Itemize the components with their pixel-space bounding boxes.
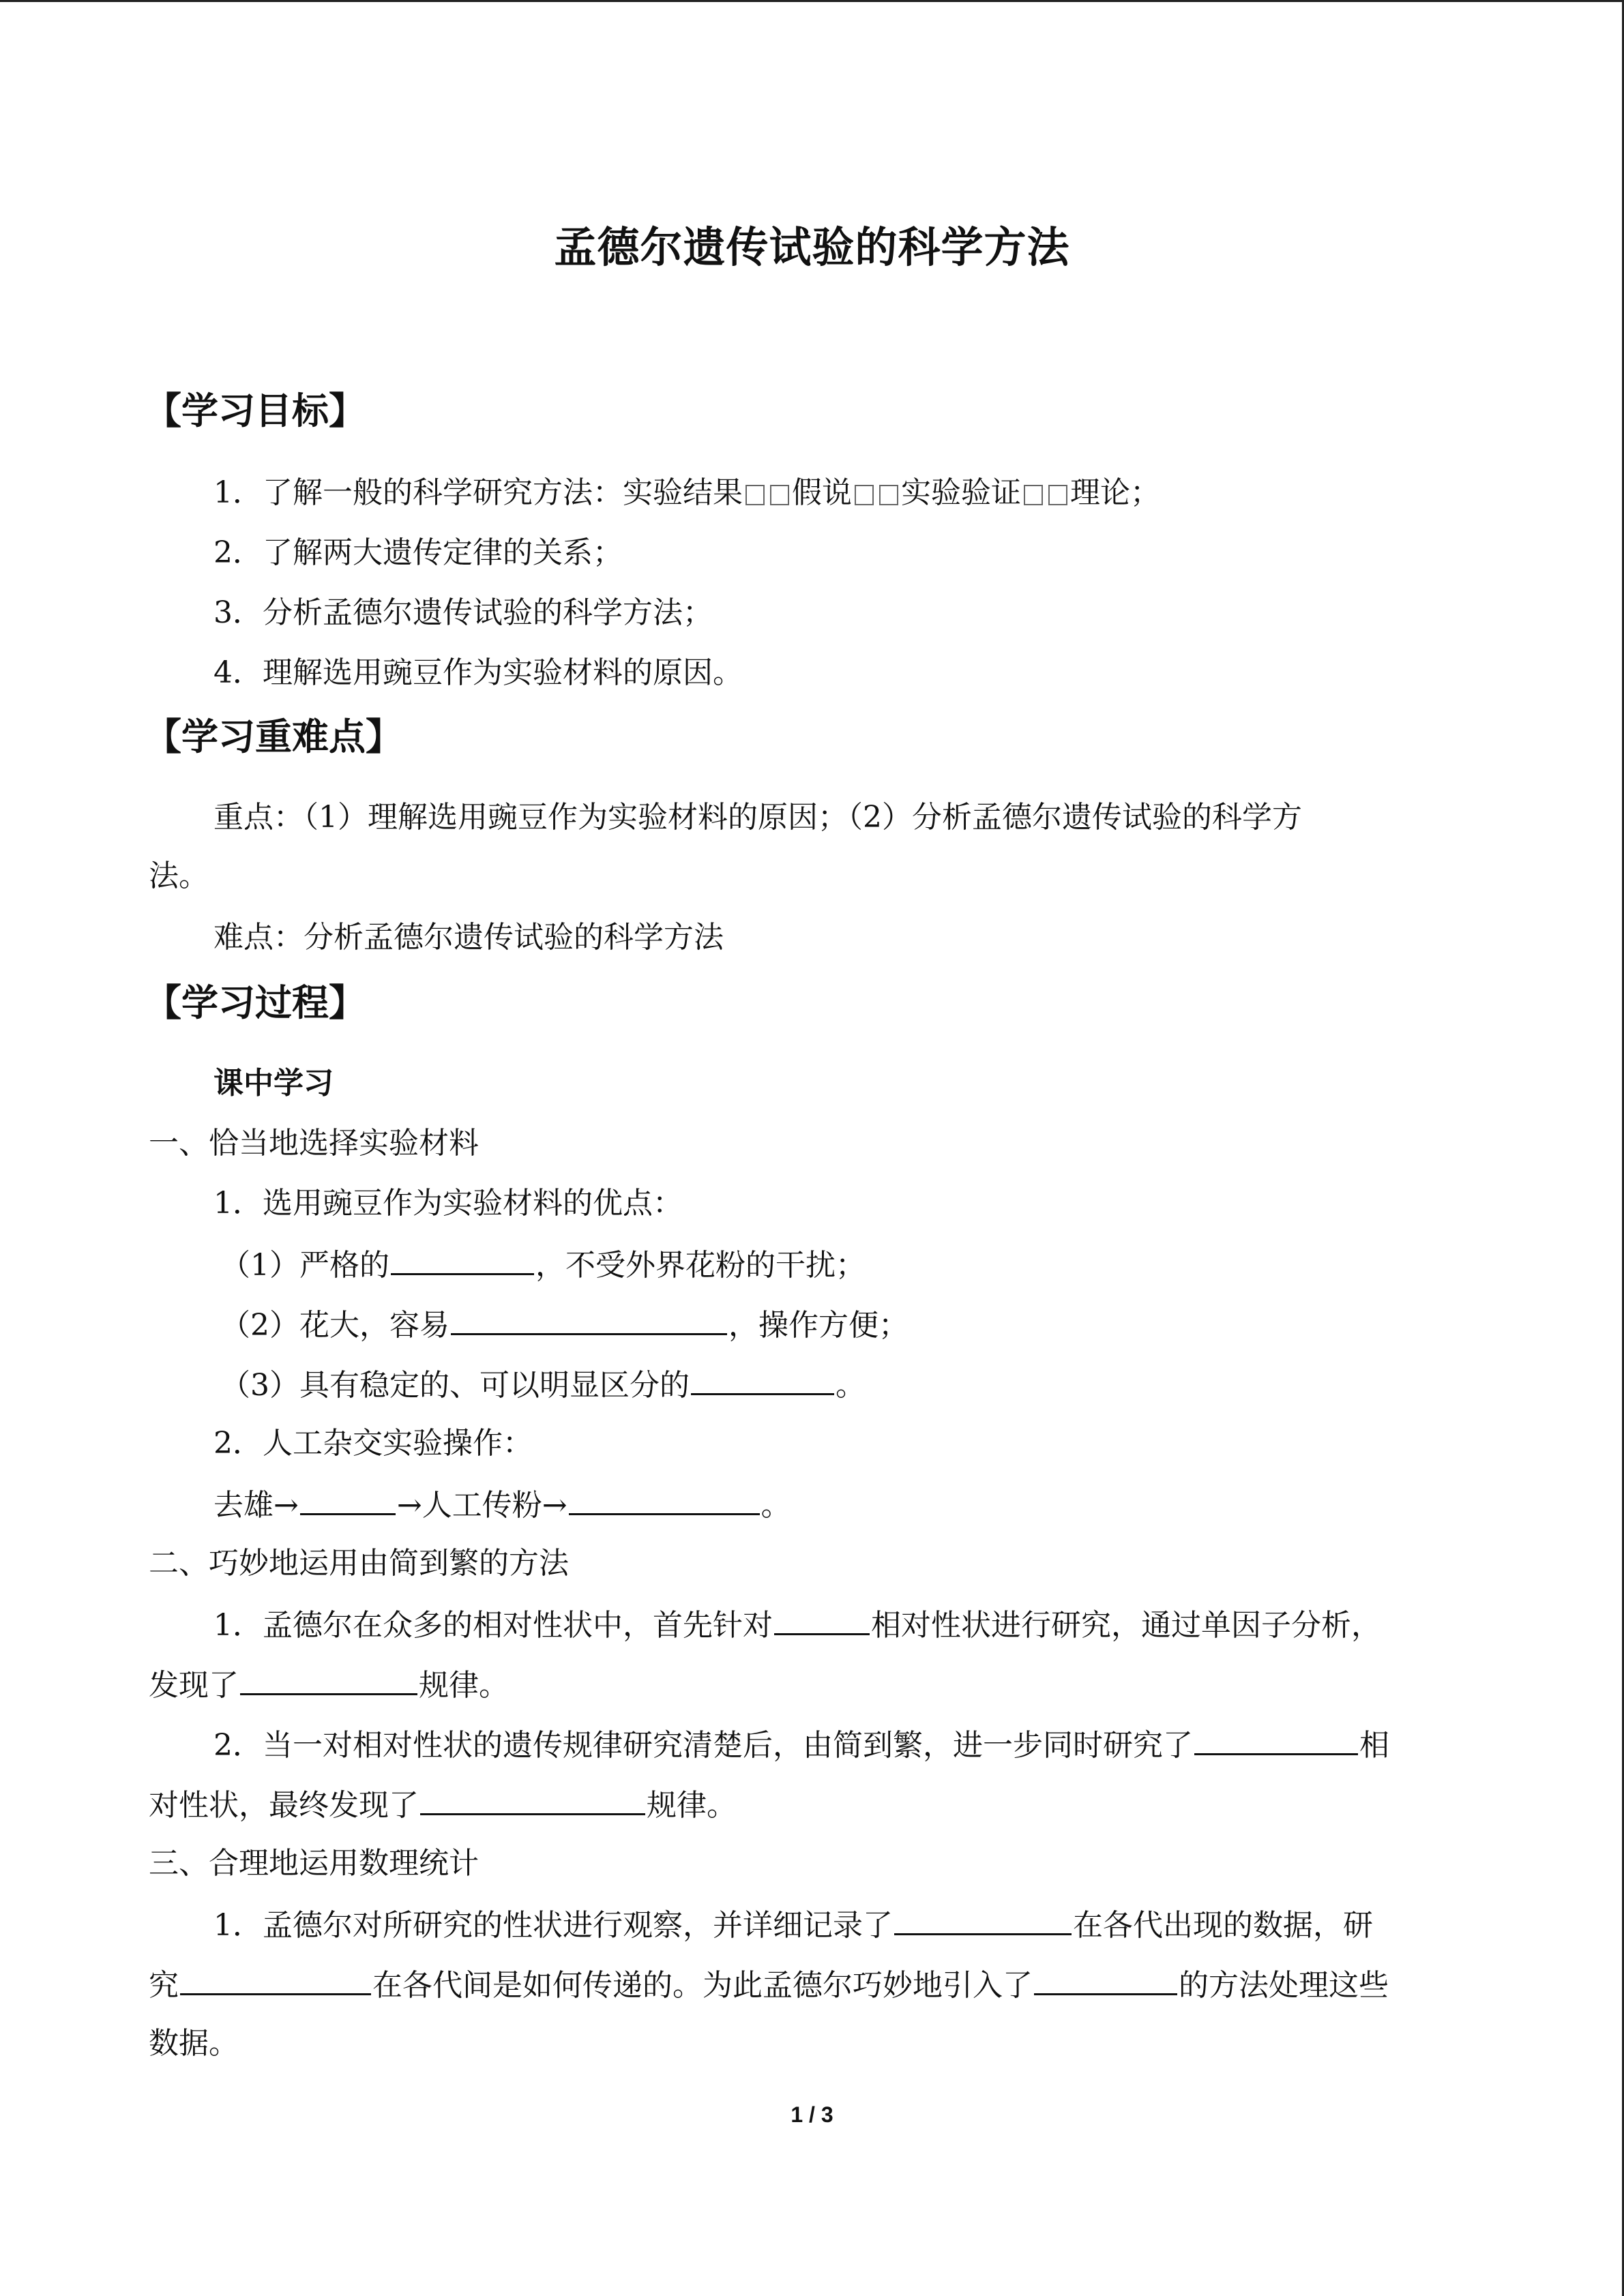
fill-blank[interactable] <box>451 1303 727 1335</box>
item-1-1-a: （1）严格的 ，不受外界花粉的干扰； <box>220 1243 866 1284</box>
fill-blank[interactable] <box>300 1483 396 1515</box>
fill-blank[interactable] <box>569 1483 760 1515</box>
goal-item-3: 3．分析孟德尔遗传试验的科学方法； <box>213 595 713 630</box>
goal-item-4: 4．理解选用豌豆作为实验材料的原因。 <box>213 655 743 690</box>
item-3-1: 1．孟德尔对所研究的性状进行观察，并详细记录了 在各代出现的数据，研 <box>213 1903 1373 1944</box>
section-heading-key-points: 【学习重难点】 <box>145 715 402 758</box>
section-heading-goals: 【学习目标】 <box>145 389 366 432</box>
item-1-1-c: （3）具有稳定的、可以明显区分的 。 <box>220 1363 866 1404</box>
page-number: 1 / 3 <box>791 2102 833 2127</box>
item-2-1: 1．孟德尔在众多的相对性状中，首先针对 相对性状进行研究，通过单因子分析， <box>213 1603 1381 1644</box>
section-heading-process: 【学习过程】 <box>145 981 366 1024</box>
key-point-text: 重点：（1）理解选用豌豆作为实验材料的原因；（2）分析孟德尔遗传试验的科学方 <box>213 800 1302 835</box>
item-1-2: 2．人工杂交实验操作： <box>213 1426 533 1461</box>
item-1-1-b: （2）花大，容易 ，操作方便； <box>220 1303 909 1344</box>
item-2-1-continuation: 发现了 规律。 <box>149 1663 509 1704</box>
part-heading-2: 二、巧妙地运用由简到繁的方法 <box>149 1546 569 1581</box>
fill-blank[interactable] <box>894 1903 1072 1935</box>
item-2-2-continuation: 对性状，最终发现了 规律。 <box>149 1783 737 1824</box>
item-3-1-end: 数据。 <box>149 2026 239 2061</box>
part-heading-1: 一、恰当地选择实验材料 <box>149 1126 479 1161</box>
page-title: 孟德尔遗传试验的科学方法 <box>554 222 1070 272</box>
goal-item-1: 1．了解一般的科学研究方法：实验结果 假说 实验验证 理论； <box>213 475 1160 510</box>
fill-blank[interactable] <box>774 1603 870 1635</box>
item-3-1-continuation: 究 在各代间是如何传递的。为此孟德尔巧妙地引入了 的方法处理这些 <box>149 1963 1389 2004</box>
fill-blank[interactable] <box>391 1243 534 1275</box>
placeholder-box-icon <box>1048 485 1067 505</box>
placeholder-box-icon <box>745 485 765 505</box>
difficulty-text: 难点：分析孟德尔遗传试验的科学方法 <box>213 920 724 955</box>
key-point-continuation: 法。 <box>149 859 209 893</box>
fill-blank[interactable] <box>691 1363 834 1395</box>
placeholder-box-icon <box>1024 485 1043 505</box>
fill-blank[interactable] <box>180 1963 371 1995</box>
item-1-2-a: 去雄→ →人工传粉→ 。 <box>213 1483 791 1524</box>
placeholder-box-icon <box>879 485 898 505</box>
fill-blank[interactable] <box>1194 1723 1358 1755</box>
item-2-2: 2．当一对相对性状的遗传规律研究清楚后，由简到繁，进一步同时研究了 相 <box>213 1723 1389 1764</box>
goal-item-2: 2．了解两大遗传定律的关系； <box>213 535 623 570</box>
fill-blank[interactable] <box>420 1783 645 1815</box>
fill-blank[interactable] <box>1034 1963 1177 1995</box>
subheading-in-class: 课中学习 <box>213 1066 334 1101</box>
fill-blank[interactable] <box>240 1663 417 1695</box>
part-heading-3: 三、合理地运用数理统计 <box>149 1846 479 1881</box>
placeholder-box-icon <box>855 485 874 505</box>
item-1-1: 1．选用豌豆作为实验材料的优点： <box>213 1186 683 1221</box>
placeholder-box-icon <box>770 485 789 505</box>
